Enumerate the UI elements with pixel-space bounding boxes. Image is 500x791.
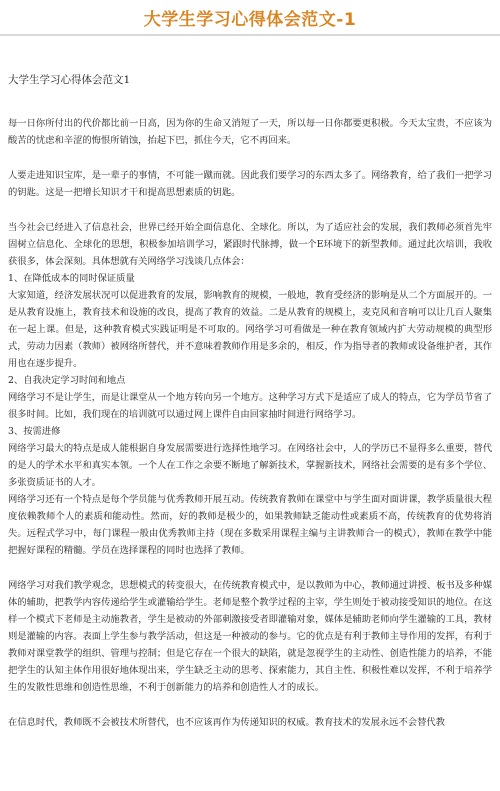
paragraph-5: 网络学习不是让学生，而是让课堂从一个地方转向另一个地方。这种学习方式下是适应了成人的特点，它为学员节省了很多时间。比如，我们现在的培训就可以通过网上课件自由回家抽时间进行网络学习。 — [8, 392, 492, 420]
paragraph-6: 网络学习最大的特点是成人能根据自身发展需要进行选择性地学习。在网络社会中，人的学历已不显得多么重要，替代的是人的学术水平和真实本领。一个人在工作之余要不断地了解新技术，掌握新技术，网络社会需要的是有多个学位、多张资质证书的人才。 — [8, 443, 492, 488]
paragraph-9: 在信息时代，教师既不会被技术所替代，也不应该再作为传递知识的权威。教育技术的发展永远不会替代教 — [8, 717, 445, 728]
paragraph-7: 网络学习还有一个特点是每个学员能与优秀教师开展互动。传统教育教师在课堂中与学生面对面讲课，教学质量很大程度依赖教师个人的素质和能动性。然而，好的教师是极少的，如果教师缺乏能动性或素质不高，传统教育的优势将消失。远程式学习中，每门课程一般由优秀教师主持（现在多数采用课程主编与主讲教师合一的模式），教师在教学中能把握好课程的精髓。学员在选择课程的同时也选择了教师。 — [8, 494, 492, 556]
paragraph-3: 当今社会已经进入了信息社会，世界已经开始全面信息化、全球化。所以，为了适应社会的发展，我们教师必须首先牢固树立信息化、全球化的思想，积极参加培训学习，紧跟时代脉搏，做一个E环境下的新型教师。通过此次培训，我收获很多，体会深刻。具体想就有关网络学习浅谈几点体会： — [8, 222, 492, 267]
page-header — [0, 0, 500, 36]
paragraph-2: 人要走进知识宝库，是一辈子的事情，不可能一蹴而就。因此我们要学习的东西太多了。网络教育，给了我们一把学习的钥匙。这是一把增长知识才干和提高思想素质的钥匙。 — [8, 170, 492, 198]
paragraph-1: 每一日你所付出的代价都比前一日高，因为你的生命又消短了一天，所以每一日你都要更积极。今天太宝贵，不应该为酸苦的忧虑和辛涩的悔恨所销蚀，抬起下巴，抓住今天，它不再回来。 — [8, 118, 492, 146]
document-title: 大学生学习心得体会范文-1 — [143, 9, 357, 30]
section-heading-3: 3、按需进修 — [8, 426, 61, 437]
document-subtitle: 大学生学习心得体会范文1 — [8, 74, 131, 86]
section-heading-1: 1、在降低成本的同时保证质量 — [8, 273, 135, 284]
paragraph-8: 网络学习对我们教学观念，思想模式的转变很大，在传统教育模式中，是以教师为中心，教师通过讲授、板书及多种媒体的辅助，把教学内容传递给学生或灌输给学生。老师是整个教学过程的主宰，学生则处于被动接受知识的地位。在这样一个模式下老师是主动施教者，学生是被动的外部刺激接受者即灌输对象，媒体是辅助老师向学生灌输的工具，教材则是灌输的内容。表面上学生参与教学活动，但这是一种被动的参与。它的优点是有利于教师主导作用的发挥，有利于教师对课堂教学的组织、管理与控制；但是它存在一个很大的缺陷，就是忽视学生的主动性、创造性能力的培养，不能把学生的认知主体作用很好地体现出来，学生缺乏主动的思考、探索能力，其自主性、积极性难以发挥，不利于培养学生的发散性思维和创造性思维，不利于创新能力的培养和创造性人才的成长。 — [8, 580, 492, 693]
section-heading-2: 2、自我决定学习时间和地点 — [8, 375, 126, 386]
document-body — [0, 36, 500, 731]
paragraph-4: 大家知道，经济发展状况可以促进教育的发展，影响教育的规模，一般地，教育受经济的影响是从二个方面展开的。一是从教育设施上，教育技术和设施的改良，提高了教育的效益。二是从教育的规模上，麦克风和音响可以让几百人聚集在一起上课。但是，这种教育模式实践证明是不可取的。网络学习可看做是一种在教育领域内扩大劳动规模的典型形式，劳动力因素（教师）被网络所替代，并不意味着教师作用是多余的，相反，作为指导者的教师或设备维护者，其作用也在逐步提升。 — [8, 290, 492, 369]
